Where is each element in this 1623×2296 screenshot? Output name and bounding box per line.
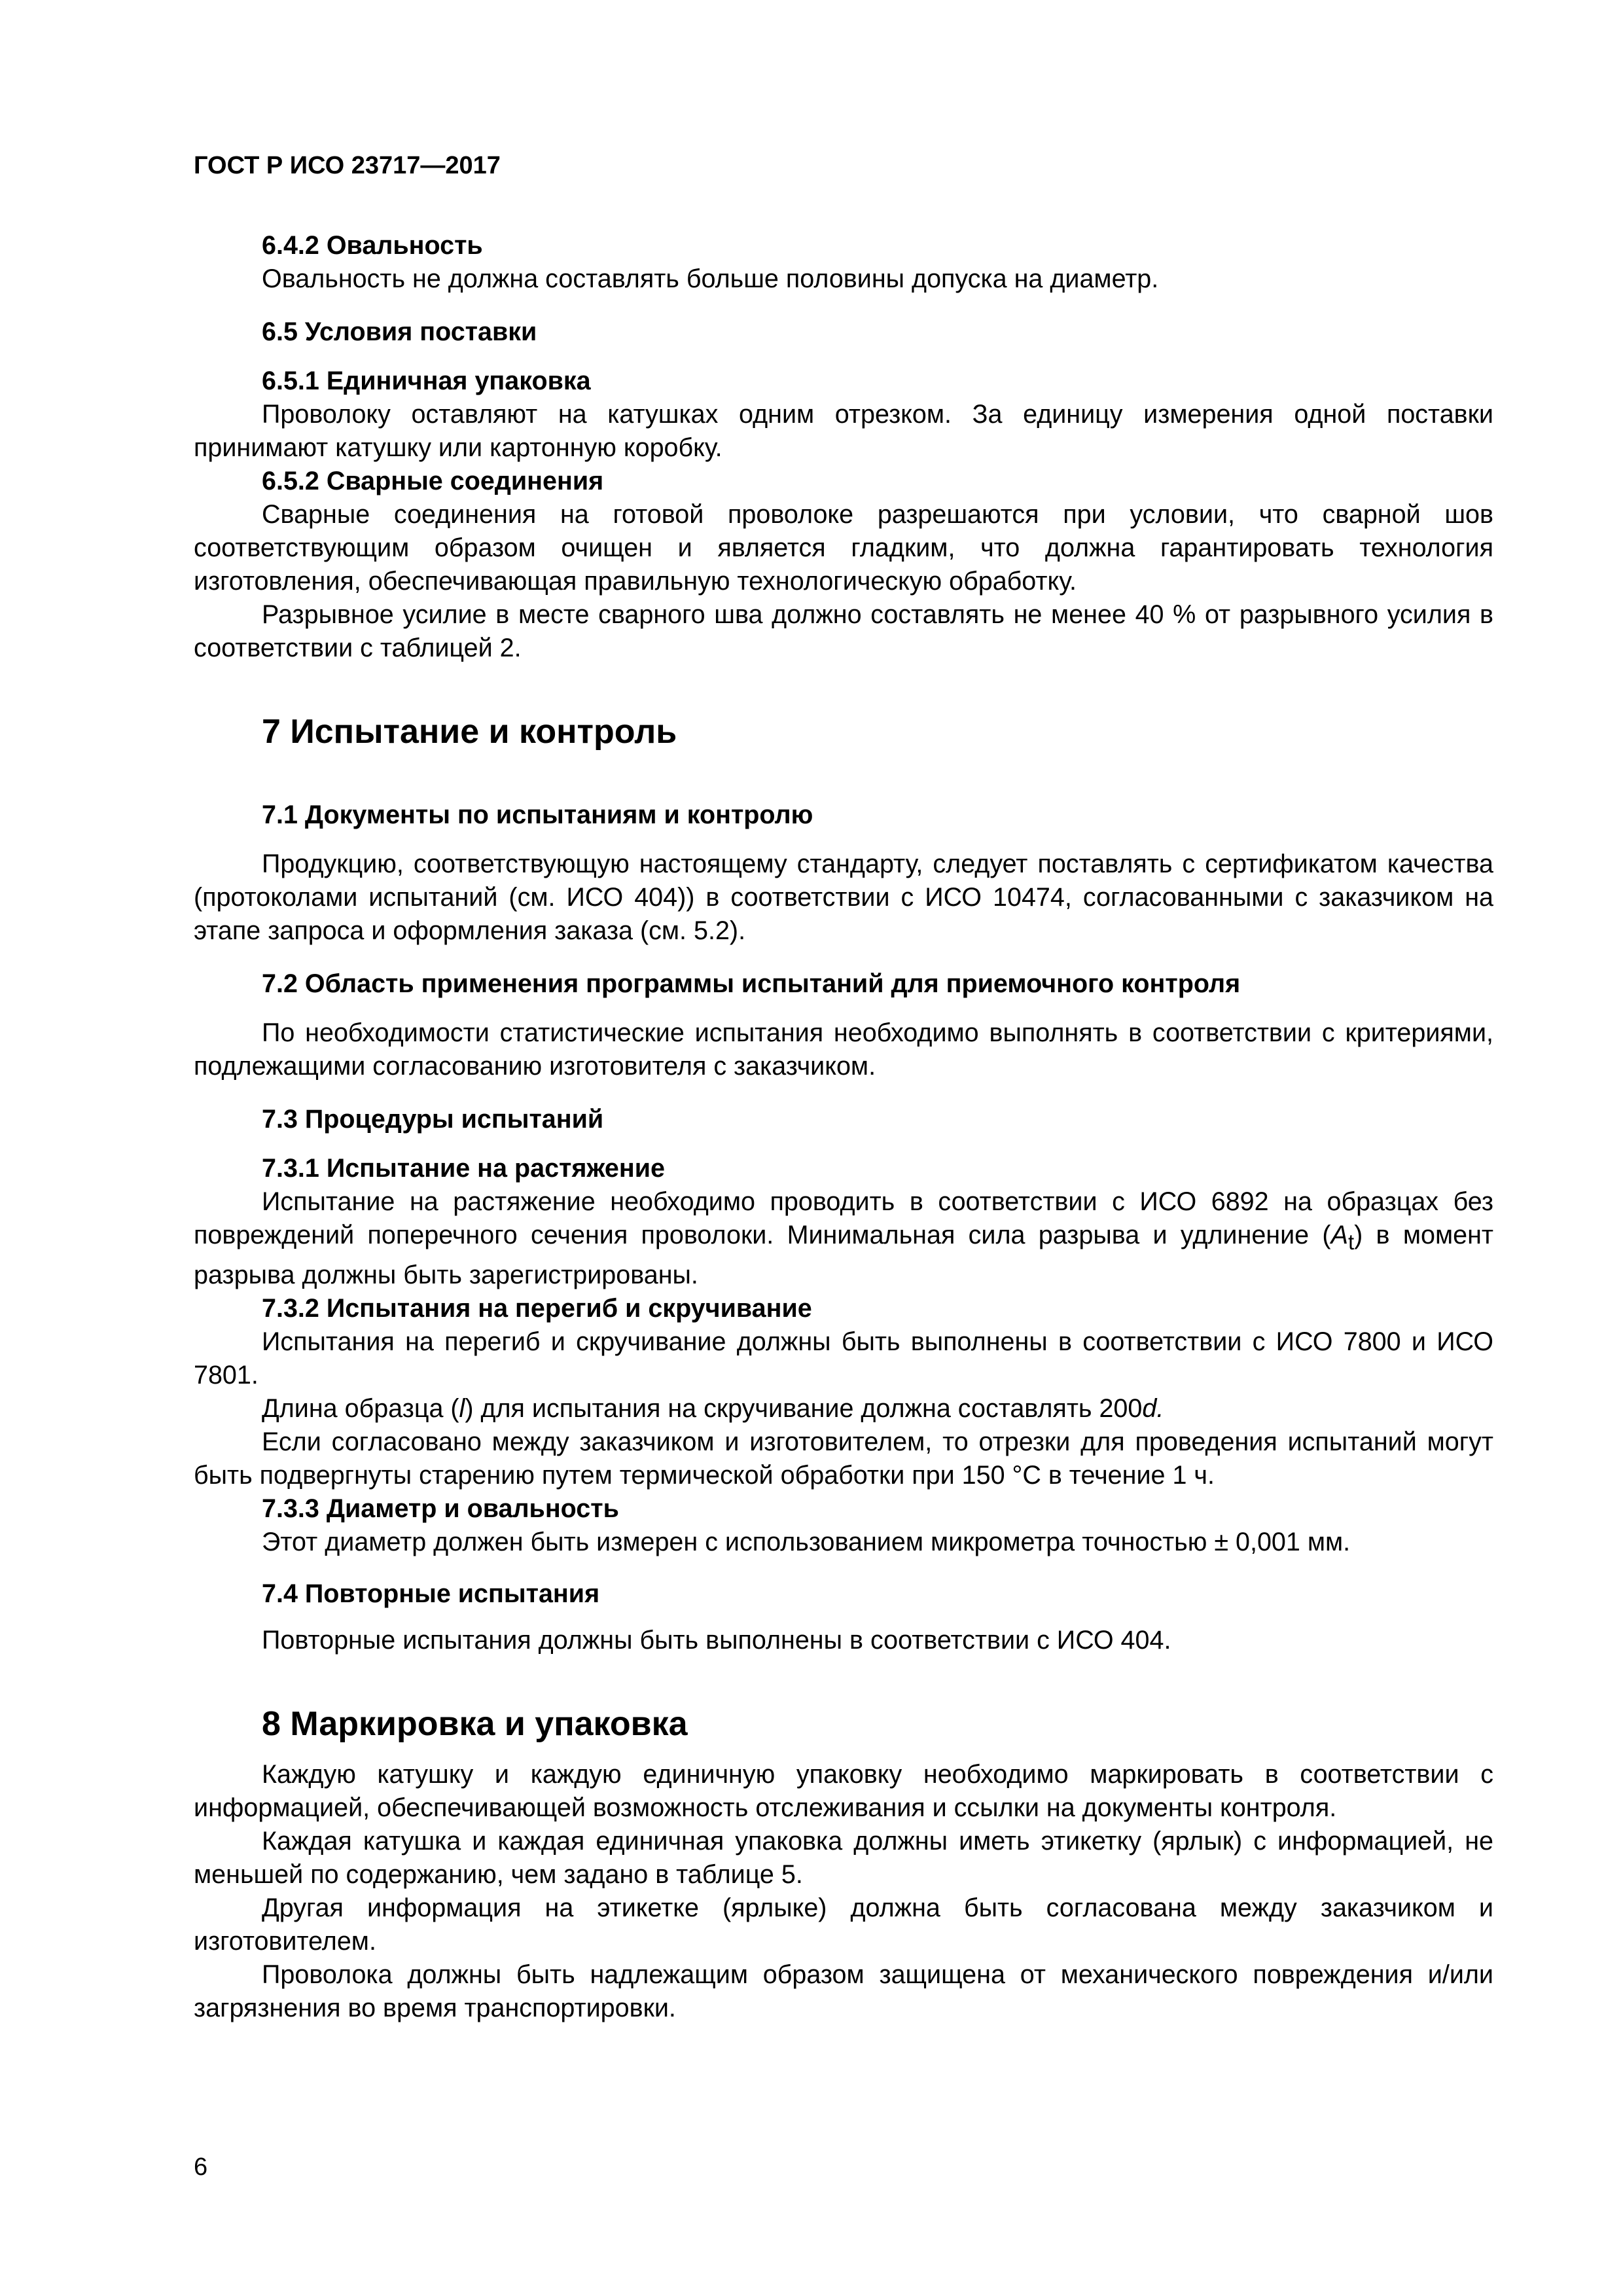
section-7-3-2-text-2: Длина образца (l) для испытания на скручивание должна составлять 200d.	[262, 1393, 1164, 1423]
section-6-4-2-text: Овальность не должна составлять больше половины допуска на диаметр.	[262, 264, 1159, 293]
section-8-text-2: Каждая катушка и каждая единичная упаковка должны иметь этикетку (ярлык) с информацией, не меньшей по содержанию, чем задано в таблице 5.	[194, 1826, 1493, 1889]
section-8-text-1: Каждую катушку и каждую единичную упаковку необходимо маркировать в соответствии с информацией, обеспечивающей возможность отслеживания и ссылки на документы контроля.	[194, 1759, 1493, 1822]
section-8-text-3: Другая информация на этикетке (ярлыке) должна быть согласована между заказчиком и изготовителем.	[194, 1893, 1493, 1956]
section-6-5-2-text-2: Разрывное усилие в месте сварного шва должно составлять не менее 40 % от разрывного усилия в соответствии с таблицей 2.	[194, 600, 1493, 662]
section-7-1-text: Продукцию, соответствующую настоящему стандарту, следует поставлять с сертификатом качества (протоколами испытаний (см. ИСО 404)) в соответствии с ИСО 10474, согласованными с заказчиком на этапе запроса и оформления заказа (см. 5.2).	[194, 850, 1493, 945]
section-7-3-2-text-3: Если согласовано между заказчиком и изготовителем, то отрезки для проведения испытаний могут быть подвергнуты старению путем термической обработки при 150 °С в течение 1 ч.	[194, 1427, 1493, 1490]
section-7-3-3-title: 7.3.3 Диаметр и овальность	[262, 1494, 619, 1523]
section-7-3-2-title: 7.3.2 Испытания на перегиб и скручивание	[262, 1293, 812, 1323]
section-7-3-1-text: Испытание на растяжение необходимо проводить в соответствии с ИСО 6892 на образцах без повреждений поперечного сечения проволоки. Минимальная сила разрыва и удлинение $(A_t)$ в момент разрыва должны быть зарегистрированы.	[194, 1187, 1493, 1289]
section-6-5-2-text-1: Сварные соединения на готовой проволоке разрешаются при условии, что сварной шов соответствующим образом очищен и является гладким, что должна гарантировать технология изготовления, обеспечивающая правильную технологическую обработку.	[194, 500, 1493, 596]
section-7-3-title: 7.3 Процедуры испытаний	[262, 1105, 604, 1134]
section-8-text-4: Проволока должны быть надлежащим образом защищена от механического повреждения и/или загрязнения во время транспортировки.	[194, 1960, 1493, 2022]
symbol-a: A	[1330, 1221, 1348, 1249]
section-6-5-1-text: Проволоку оставляют на катушках одним отрезком. За единицу измерения одной поставки принимают катушку или картонную коробку.	[194, 400, 1493, 462]
section-7-3-2-text-1: Испытания на перегиб и скручивание должны быть выполнены в соответствии с ИСО 7800 и ИСО 7801.	[194, 1327, 1493, 1390]
section-7-title: 7 Испытание и контроль	[262, 713, 677, 751]
section-6-5-title: 6.5 Условия поставки	[262, 317, 537, 346]
section-7-2-title: 7.2 Область применения программы испытаний для приемочного контроля	[262, 969, 1241, 998]
page-number: 6	[194, 2153, 208, 2181]
symbol-l: l	[459, 1393, 465, 1423]
document-header: ГОСТ Р ИСО 23717—2017	[194, 152, 501, 179]
section-7-3-3-text: Этот диаметр должен быть измерен с использованием микрометра точностью ± 0,001 мм.	[262, 1527, 1351, 1556]
subscript-t: t	[1347, 1229, 1355, 1254]
section-7-4-title: 7.4 Повторные испытания	[262, 1579, 600, 1608]
section-6-5-1-title: 6.5.1 Единичная упаковка	[262, 367, 591, 395]
section-6-4-2-title: 6.4.2 Овальность	[262, 231, 483, 260]
document-body	[194, 229, 1493, 2025]
section-8-title: 8 Маркировка и упаковка	[262, 1704, 688, 1743]
section-6-5-2-title: 6.5.2 Сварные соединения	[262, 467, 604, 495]
section-7-2-text: По необходимости статистические испытания необходимо выполнять в соответствии с критериями, подлежащими согласованию изготовителя с заказчиком.	[194, 1018, 1493, 1081]
section-7-3-1-title: 7.3.1 Испытание на растяжение	[262, 1154, 665, 1183]
symbol-d: d.	[1142, 1393, 1164, 1423]
section-7-4-text: Повторные испытания должны быть выполнены в соответствии с ИСО 404.	[262, 1625, 1171, 1655]
section-7-1-title: 7.1 Документы по испытаниям и контролю	[262, 800, 813, 829]
